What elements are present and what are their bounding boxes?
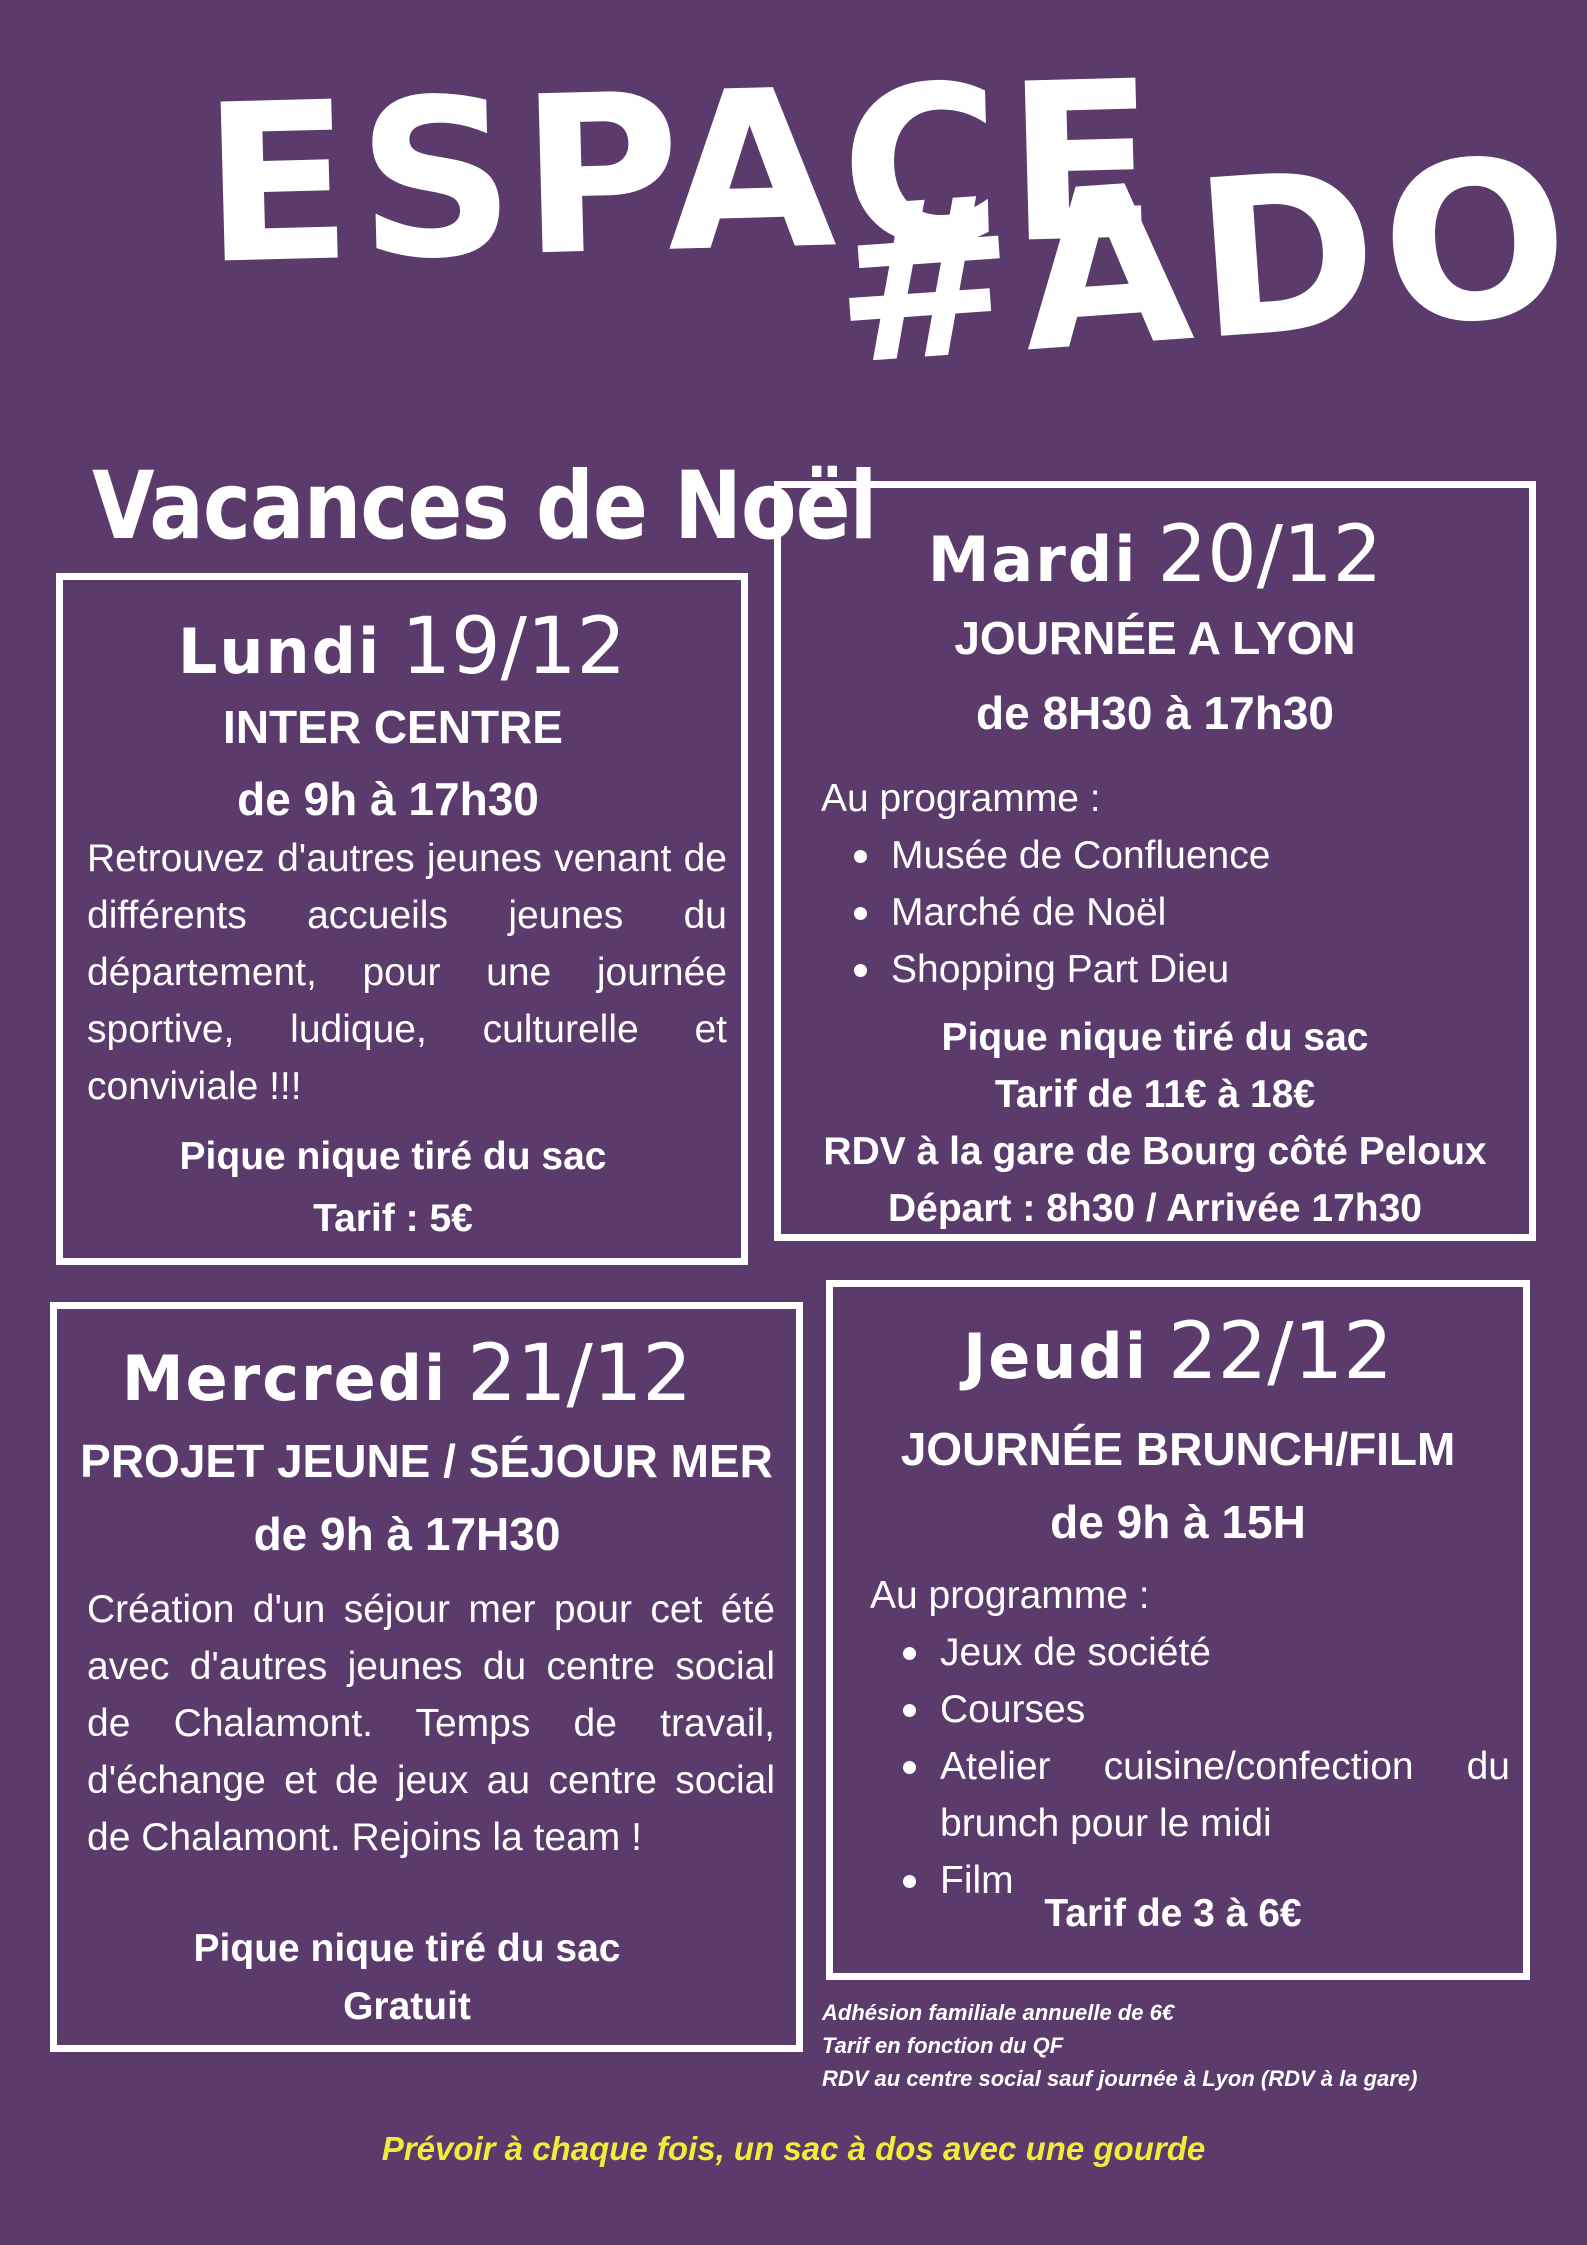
event-box-lundi [56, 573, 748, 1265]
title-espace: ESPACE [199, 34, 1166, 313]
info-notes [822, 1996, 1417, 2095]
event-title: JOURNÉE BRUNCH/FILM [900, 1423, 1456, 1475]
list-item: Shopping Part Dieu [821, 941, 1521, 998]
event-box-mardi [774, 481, 1536, 1241]
event-day [781, 510, 1529, 600]
event-date: 22/12 [1168, 1307, 1393, 1397]
event-box-jeudi [826, 1280, 1530, 1980]
event-day-name: Jeudi [963, 1320, 1149, 1393]
event-date: 19/12 [401, 602, 627, 692]
list-item: Courses [870, 1681, 1510, 1738]
event-program-list [870, 1624, 1510, 1909]
event-program-label: Au programme : [821, 777, 1101, 820]
event-title: INTER CENTRE [223, 701, 563, 753]
event-hours: de 9h à 15H [1050, 1496, 1306, 1548]
event-lunch: Pique nique tiré du sac [193, 1927, 621, 1970]
event-day [833, 1307, 1523, 1397]
title-ado: #ADO [824, 110, 1583, 415]
event-day [63, 602, 741, 692]
event-price: Tarif : 5€ [313, 1197, 473, 1240]
event-meeting: RDV à la gare de Bourg côté Peloux [823, 1130, 1487, 1173]
event-description: Création d'un séjour mer pour cet été avec d'autres jeunes du centre social de Chalamont. Temps de travail, d'échange et de jeux au centre social de Chalamont. Rejoins la team ! [87, 1588, 775, 1859]
note-line: Tarif en fonction du QF [822, 2033, 1064, 2058]
event-hours: de 9h à 17H30 [253, 1508, 561, 1560]
event-hours: de 8H30 à 17h30 [975, 687, 1334, 739]
note-line: Adhésion familiale annuelle de 6€ [822, 2000, 1175, 2025]
event-program-list [821, 827, 1521, 998]
event-description: Retrouvez d'autres jeunes venant de différents accueils jeunes du département, pour une journée sportive, ludique, culturelle et conviviale !!! [87, 837, 727, 1108]
footer-reminder: Prévoir à chaque fois, un sac à dos avec une gourde [381, 2130, 1206, 2167]
event-day-name: Lundi [177, 615, 382, 688]
list-item: Marché de Noël [821, 884, 1521, 941]
event-lunch: Pique nique tiré du sac [179, 1135, 607, 1178]
event-schedule: Départ : 8h30 / Arrivée 17h30 [888, 1187, 1422, 1230]
event-price: Gratuit [343, 1985, 471, 2028]
note-line: RDV au centre social sauf journée à Lyon (RDV à la gare) [822, 2066, 1418, 2091]
list-item: Musée de Confluence [821, 827, 1521, 884]
event-day [57, 1329, 757, 1419]
event-title: JOURNÉE A LYON [954, 612, 1356, 664]
list-item: Film [870, 1852, 1510, 1909]
event-day-name: Mardi [927, 523, 1138, 596]
list-item: Atelier cuisine/confection du brunch pour le midi [870, 1738, 1510, 1852]
event-date: 21/12 [467, 1329, 693, 1419]
event-program-label: Au programme : [870, 1574, 1150, 1617]
event-price: Tarif de 11€ à 18€ [994, 1073, 1316, 1116]
event-hours: de 9h à 17h30 [237, 773, 539, 825]
event-day-name: Mercredi [121, 1342, 448, 1415]
event-price: Tarif de 3 à 6€ [1044, 1892, 1302, 1935]
event-lunch: Pique nique tiré du sac [941, 1016, 1369, 1059]
subtitle: Vacances de Noël [92, 452, 877, 561]
list-item: Jeux de société [870, 1624, 1510, 1681]
event-box-mercredi [50, 1302, 803, 2052]
event-title: PROJET JEUNE / SÉJOUR MER [80, 1435, 773, 1487]
event-date: 20/12 [1157, 510, 1383, 600]
